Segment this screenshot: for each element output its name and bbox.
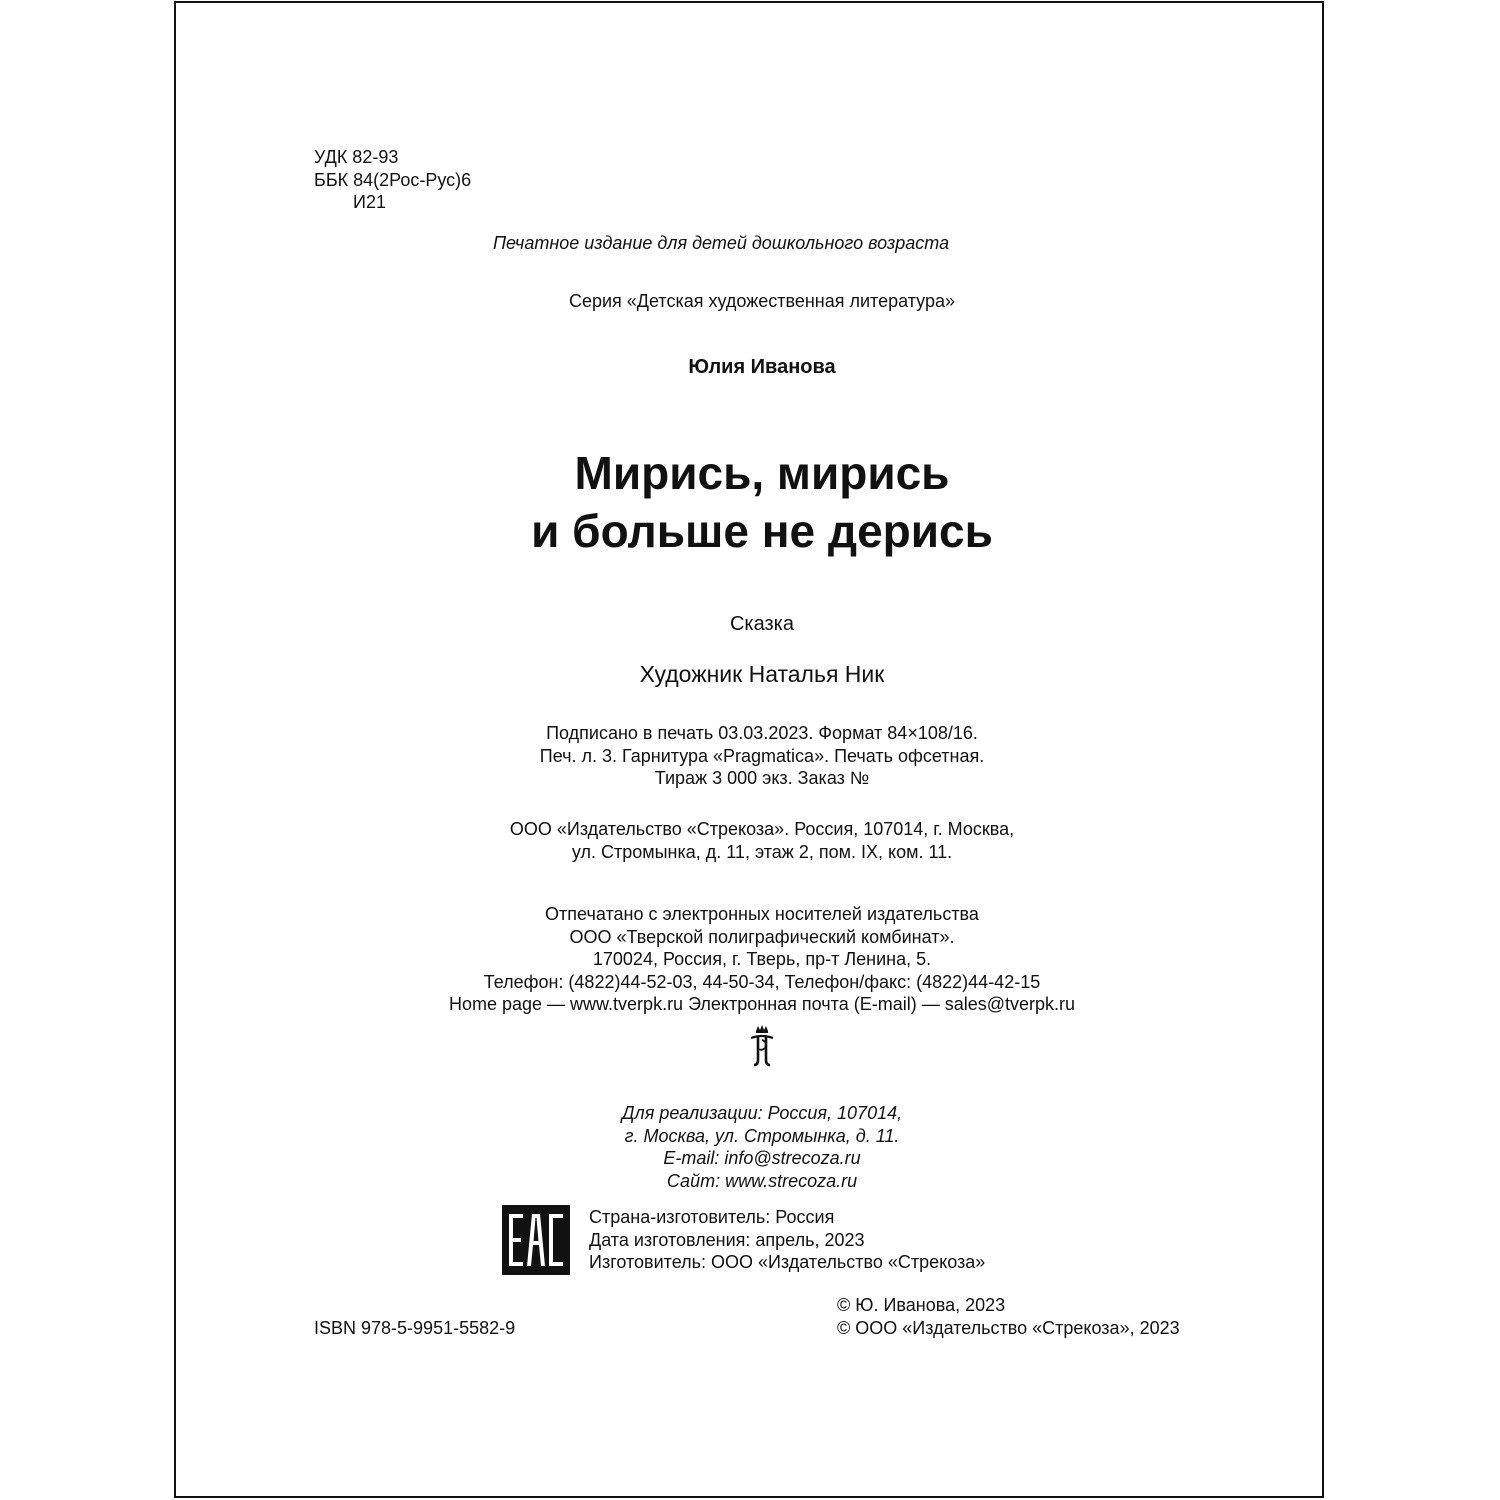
genre-label: Сказка <box>729 613 794 635</box>
printer-info-line: Отпечатано с электронных носителей издательства <box>545 904 979 924</box>
publisher-address-line: ООО «Издательство «Стрекоза». Россия, 107014, г. Москва, <box>509 819 1015 839</box>
distribution-line: Сайт: www.strecoza.ru <box>666 1170 858 1191</box>
book-title-line-2: и больше не дерись <box>531 505 993 557</box>
print-info-line: Тираж 3 000 экз. Заказ № <box>654 768 870 788</box>
print-info-block <box>12 722 1500 790</box>
bbk-code: ББК 84(2Рос-Рус)6 <box>314 169 472 190</box>
distribution-block <box>12 1102 1500 1192</box>
printer-info-line: Home page — www.tverpk.ru Электронная почта (E-mail) — sales@tverpk.ru <box>448 994 1076 1014</box>
author-mark: И21 <box>353 192 386 212</box>
distribution-line: г. Москва, ул. Стромынка, д. 11. <box>624 1125 900 1146</box>
eac-mark-icon <box>502 1205 570 1280</box>
copyright-line: © Ю. Иванова, 2023 <box>837 1295 1006 1315</box>
publisher-address-line: ул. Стромынка, д. 11, этаж 2, пом. IX, ком. 11. <box>571 841 953 862</box>
series-line: Серия «Детская художественная литература» <box>568 291 956 311</box>
author-name: Юлия Иванова <box>688 356 836 378</box>
manufacturer-block <box>589 1206 985 1274</box>
print-info-line: Печ. л. 3. Гарнитура «Pragmatica». Печать офсетная. <box>539 745 985 766</box>
printer-info-line: ООО «Тверской полиграфический комбинат». <box>569 926 955 947</box>
printer-info-block <box>12 903 1500 1016</box>
distribution-line: Для реализации: Россия, 107014, <box>621 1103 903 1123</box>
artist-credit: Художник Наталья Ник <box>639 661 885 687</box>
publisher-address-block <box>12 818 1500 863</box>
copyright-line: © ООО «Издательство «Стрекоза», 2023 <box>837 1317 1180 1338</box>
audience-note: Печатное издание для детей дошкольного возраста <box>493 233 950 253</box>
classification-block <box>314 146 471 214</box>
printer-monogram-crown-icon <box>748 1024 776 1073</box>
manufacturer-line: Дата изготовления: апрель, 2023 <box>589 1229 865 1250</box>
print-info-line: Подписано в печать 03.03.2023. Формат 84×108/16. <box>546 723 978 743</box>
book-title-line-1: Мирись, мирись <box>574 447 950 499</box>
distribution-line: E-mail: info@strecoza.ru <box>663 1148 861 1168</box>
manufacturer-line: Страна-изготовитель: Россия <box>589 1207 835 1227</box>
printer-info-line: Телефон: (4822)44-52-03, 44-50-34, Телефон/факс: (4822)44-42-15 <box>483 971 1041 992</box>
manufacturer-line: Изготовитель: ООО «Издательство «Стрекоза» <box>589 1252 986 1272</box>
isbn: ISBN 978-5-9951-5582-9 <box>314 1318 516 1338</box>
udk-code: УДК 82-93 <box>314 147 399 167</box>
copyright-block <box>837 1294 1180 1339</box>
printer-info-line: 170024, Россия, г. Тверь, пр-т Ленина, 5. <box>592 949 932 969</box>
